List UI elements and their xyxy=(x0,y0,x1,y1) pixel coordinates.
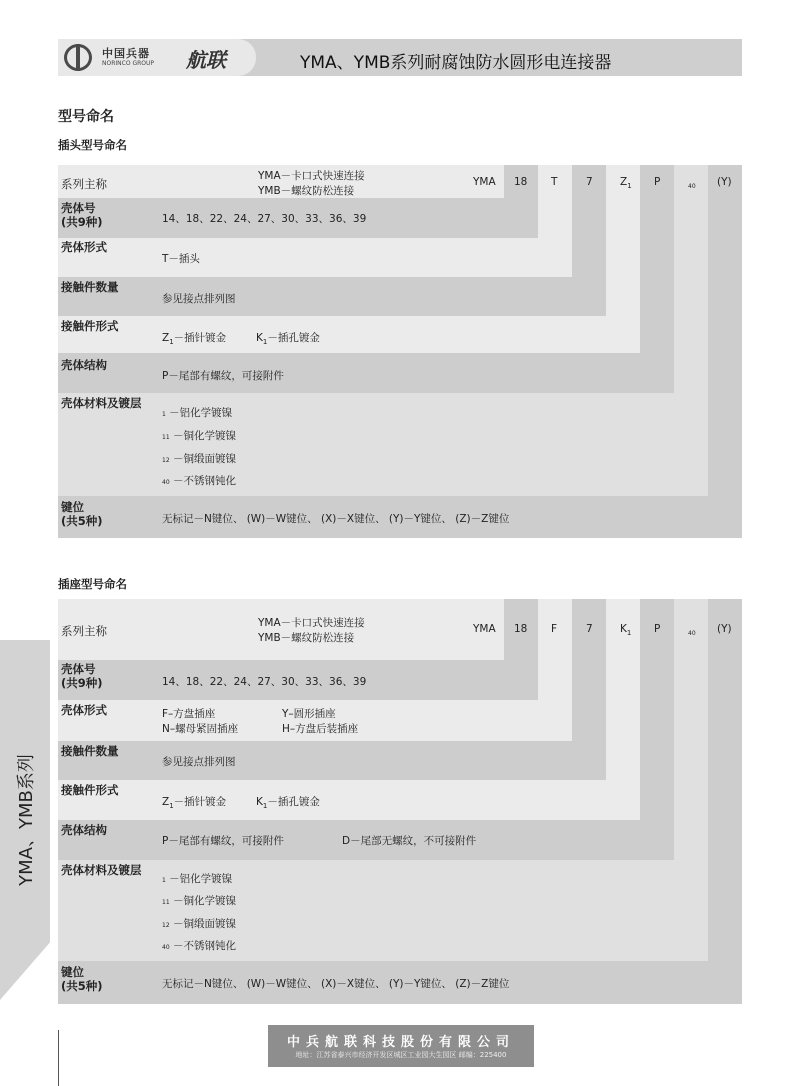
rec-ctype-label: 接触件形式 xyxy=(61,783,119,797)
rec-material-item: 40 －不锈钢钝化 xyxy=(162,940,236,952)
rec-series-desc1: YMA－卡口式快速连接 xyxy=(258,617,365,629)
rec-form-f: F–方盘插座 xyxy=(162,708,216,720)
rec-count-label: 接触件数量 xyxy=(61,744,119,758)
page-title: YMA、YMB系列耐腐蚀防水圆形电连接器 xyxy=(300,53,612,73)
rec-code-form: F xyxy=(551,623,558,635)
rec-count-value: 参见接点排列图 xyxy=(162,756,236,768)
plug-struct-label: 壳体结构 xyxy=(61,358,107,372)
plug-code-count: 7 xyxy=(586,176,593,188)
rec-key-label2: (共5种) xyxy=(61,979,103,993)
norinco-logo-icon xyxy=(64,44,92,71)
plug-material-item: 12 －铜缎面镀镍 xyxy=(162,453,236,465)
rec-key-label: 键位 xyxy=(61,965,84,979)
rec-struct-label: 壳体结构 xyxy=(61,823,107,837)
rec-material-item: 1 －铝化学镀镍 xyxy=(162,873,233,885)
rec-form-n: N–螺母紧固插座 xyxy=(162,723,239,735)
rec-series-label: 系列主称 xyxy=(61,624,107,638)
plug-series-label: 系列主称 xyxy=(61,177,107,191)
company-name: 中兵航联科技股份有限公司 xyxy=(286,1035,515,1050)
rec-code-series: YMA xyxy=(473,623,496,635)
plug-code-contact: $Z_1$ xyxy=(620,176,632,190)
brand-chinese: 中国兵器 xyxy=(102,47,150,60)
rec-form-h: H–方盘后装插座 xyxy=(282,723,359,735)
rec-shell-label: 壳体号 xyxy=(61,662,96,676)
plug-code-material: 40 xyxy=(688,183,696,190)
plug-count-label: 接触件数量 xyxy=(61,280,119,294)
plug-title: 插头型号命名 xyxy=(58,138,127,152)
rec-code-count: 7 xyxy=(586,623,593,635)
plug-series-desc1: YMA－卡口式快速连接 xyxy=(258,170,365,182)
receptacle-title: 插座型号命名 xyxy=(58,577,127,591)
plug-count-value: 参见接点排列图 xyxy=(162,293,236,305)
plug-material-item: 11 －铜化学镀镍 xyxy=(162,430,236,442)
plug-key-value: 无标记－N键位、 (W)－W键位、 (X)－X键位、 (Y)－Y键位、 (Z)－Z键位 xyxy=(162,513,510,525)
plug-ctype-pin: $Z_1-$插针镀金 xyxy=(162,332,227,346)
rec-shell-values: 14、18、22、24、27、30、33、36、39 xyxy=(162,676,367,688)
plug-code-shell: 18 xyxy=(514,176,528,188)
plug-shell-label2: (共9种) xyxy=(61,215,103,229)
plug-code-key: (Y) xyxy=(717,176,732,188)
plug-key-label: 键位 xyxy=(61,500,84,514)
side-label: YMA、YMB系列 xyxy=(16,754,37,886)
plug-shell-values: 14、18、22、24、27、30、33、36、39 xyxy=(162,213,367,225)
rec-material-label: 壳体材料及镀层 xyxy=(61,863,142,877)
rec-ctype-socket: $K_1-$插孔镀金 xyxy=(256,796,320,810)
plug-form-value: T－插头 xyxy=(162,253,200,265)
plug-code-series: YMA xyxy=(473,176,496,188)
plug-material-label: 壳体材料及镀层 xyxy=(61,396,142,410)
plug-material-item: 1 －铝化学镀镍 xyxy=(162,407,233,419)
section-title: 型号命名 xyxy=(58,109,114,125)
rec-series-desc2: YMB－螺纹防松连接 xyxy=(258,632,355,644)
rec-struct-p: P－尾部有螺纹，可接附件 xyxy=(162,835,284,847)
plug-ctype-socket: $K_1-$插孔镀金 xyxy=(256,332,320,346)
rec-code-structure: P xyxy=(654,623,661,635)
rec-code-shell: 18 xyxy=(514,623,528,635)
plug-form-label: 壳体形式 xyxy=(61,240,107,254)
rec-material-item: 12 －铜缎面镀镍 xyxy=(162,918,236,930)
plug-ctype-label: 接触件形式 xyxy=(61,319,119,333)
brand-name: 航联 xyxy=(186,48,226,72)
brand-english: NORINCO GROUP xyxy=(102,60,155,67)
rec-ctype-pin: $Z_1-$插针镀金 xyxy=(162,796,227,810)
rec-code-material: 40 xyxy=(688,630,696,637)
rec-material-item: 11 －铜化学镀镍 xyxy=(162,895,236,907)
plug-series-desc2: YMB－螺纹防松连接 xyxy=(258,185,355,197)
plug-code-structure: P xyxy=(654,176,661,188)
rec-key-value: 无标记－N键位、 (W)－W键位、 (X)－X键位、 (Y)－Y键位、 (Z)－Z键位 xyxy=(162,978,510,990)
plug-struct-value: P－尾部有螺纹，可接附件 xyxy=(162,370,284,382)
rec-shell-label2: (共9种) xyxy=(61,676,103,690)
plug-key-label2: (共5种) xyxy=(61,514,103,528)
rec-struct-d: D－尾部无螺纹，不可接附件 xyxy=(342,835,477,847)
rec-form-y: Y–圆形插座 xyxy=(282,708,336,720)
rec-code-key: (Y) xyxy=(717,623,732,635)
rec-code-contact: $K_1$ xyxy=(620,623,632,637)
plug-code-form: T xyxy=(551,176,558,188)
footer-divider xyxy=(58,1030,59,1086)
plug-shell-label: 壳体号 xyxy=(61,201,96,215)
company-address: 地址：江苏省泰兴市经济开发区城区工业园大生园区 邮编：225400 xyxy=(295,1051,507,1059)
plug-material-item: 40 －不锈钢钝化 xyxy=(162,475,236,487)
rec-form-label: 壳体形式 xyxy=(61,703,107,717)
